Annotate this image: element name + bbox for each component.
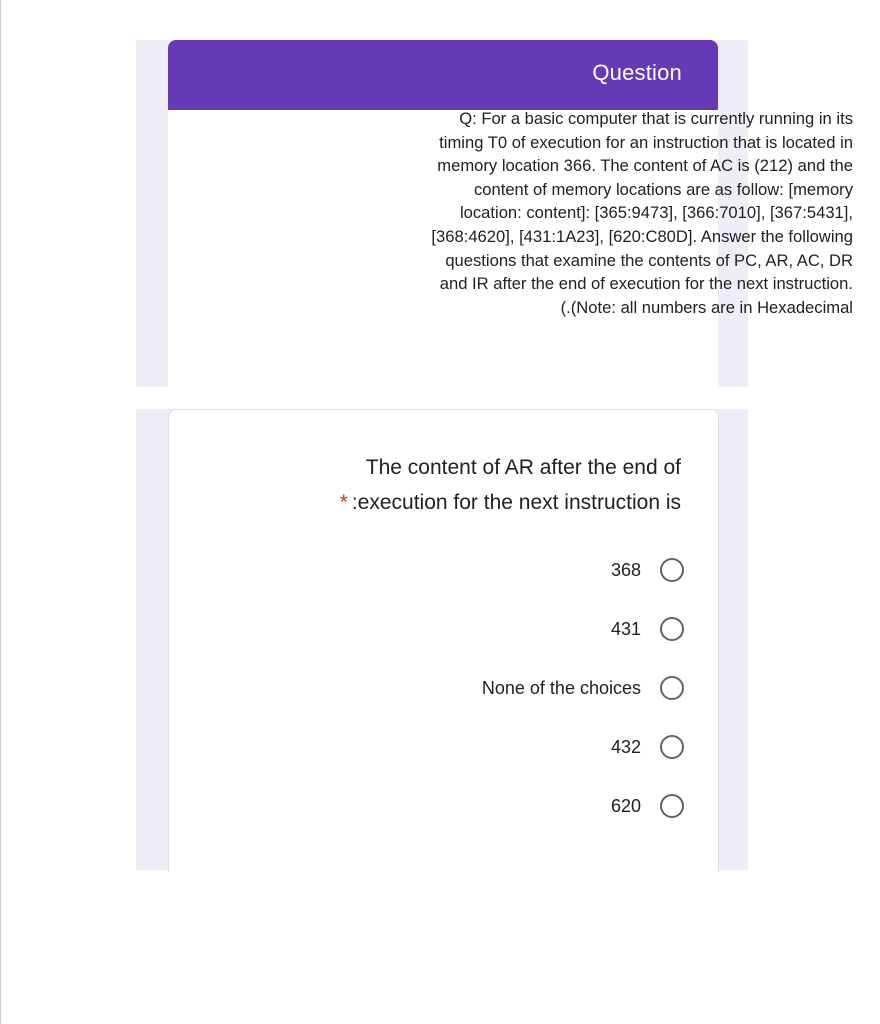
answer-title-line: The content of AR after the end of — [365, 456, 681, 479]
option-label: 368 — [610, 559, 641, 580]
question-line: timing T0 of execution for an instruction that is located in — [439, 132, 853, 152]
radio-button-icon[interactable] — [660, 735, 684, 759]
question-line: content of memory locations are as follow: [memory — [473, 179, 853, 199]
question-line: and IR after the end of execution for the next instruction. — [439, 274, 853, 294]
question-card-header — [168, 40, 718, 110]
option-label: 431 — [610, 618, 641, 639]
page-left-edge — [0, 0, 1, 1024]
question-text — [363, 107, 853, 319]
option-431[interactable] — [611, 616, 684, 642]
answer-question-title — [241, 450, 681, 520]
radio-button-icon[interactable] — [660, 676, 684, 700]
option-368[interactable] — [611, 557, 684, 583]
answer-title-line: :execution for the next instruction is — [351, 491, 681, 514]
question-line: Q: For a basic computer that is currently running in its — [459, 109, 853, 128]
option-none-of-the-choices[interactable] — [482, 675, 684, 701]
radio-button-icon[interactable] — [660, 558, 684, 582]
question-line: questions that examine the contents of PC, AR, AC, DR — [445, 250, 853, 270]
question-line: location: content]: [365:9473], [366:7010], [367:5431], — [459, 203, 853, 223]
radio-button-icon[interactable] — [660, 794, 684, 818]
option-620[interactable] — [611, 793, 684, 819]
answer-title-line-2 — [241, 485, 681, 520]
option-label: 620 — [610, 795, 641, 816]
answer-card — [168, 409, 719, 872]
required-asterisk: * — [339, 491, 348, 514]
question-line: memory location 366. The content of AC is (212) and the — [437, 156, 853, 176]
option-label: None of the choices — [481, 677, 641, 698]
option-label: 432 — [610, 736, 641, 757]
radio-button-icon[interactable] — [660, 617, 684, 641]
question-card-title: Question — [592, 60, 682, 85]
question-line: [368:4620], [431:1A23], [620:C80D]. Answer the following — [431, 226, 853, 246]
question-line: (.(Note: all numbers are in Hexadecimal — [560, 297, 853, 317]
option-432[interactable] — [611, 734, 684, 760]
